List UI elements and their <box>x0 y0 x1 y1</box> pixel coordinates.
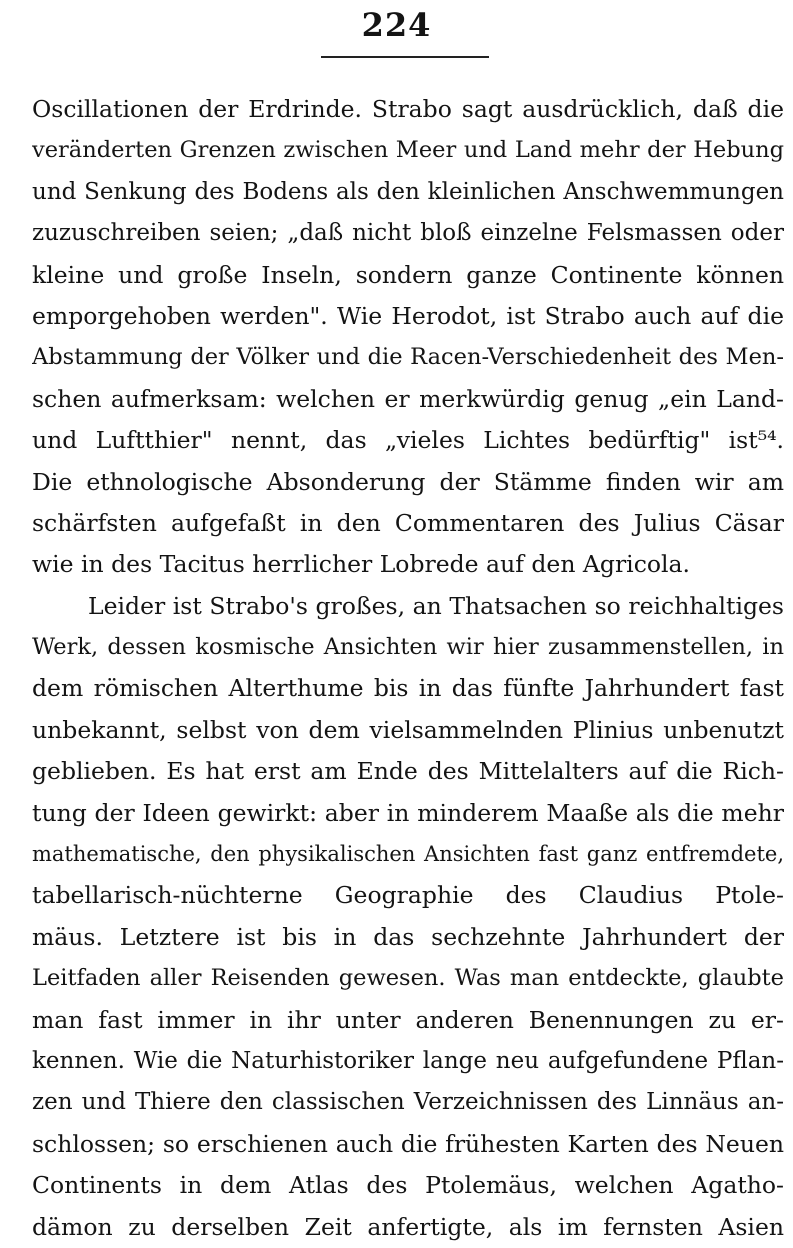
text-line: mäus. Letztere ist bis in das sechzehnte Jahrhundert der <box>32 922 784 951</box>
text-line: tung der Ideen gewirkt: aber in minderem Maaße als die mehr <box>32 798 784 827</box>
text-line: kleine und große Inseln, sondern ganze Continente können <box>32 260 784 289</box>
paragraph <box>32 89 784 586</box>
text-line: dämon zu derselben Zeit anfertigte, als im fernsten Asien <box>32 1212 784 1241</box>
text-line: Die ethnologische Absonderung der Stämme finden wir am <box>32 467 784 496</box>
text-line: Abstammung der Völker und die Racen-Verschiedenheit des Men- <box>32 344 784 371</box>
text-line: emporgehoben werden". Wie Herodot, ist Strabo auch auf die <box>32 301 784 330</box>
body-text <box>32 89 784 1248</box>
text-line: mathematische, den physikalischen Ansichten fast ganz entfremdete, <box>32 842 784 867</box>
text-line: dem römischen Alterthume bis in das fünfte Jahrhundert fast <box>32 674 784 703</box>
text-line: Leitfaden aller Reisenden gewesen. Was man entdeckte, glaubte <box>32 965 784 992</box>
text-line: man fast immer in ihr unter anderen Benennungen zu er- <box>32 1005 784 1034</box>
text-line: veränderten Grenzen zwischen Meer und Land mehr der Hebung <box>32 137 784 164</box>
text-line: tabellarisch-nüchterne Geographie des Claudius Ptole- <box>32 881 784 910</box>
text-line: unbekannt, selbst von dem vielsammelnden Plinius unbenutzt <box>32 715 784 744</box>
page-number: 224 <box>361 6 432 44</box>
text-line: wie in des Tacitus herrlicher Lobrede auf den Agricola. <box>32 550 690 579</box>
text-line: Leider ist Strabo's großes, an Thatsachen so reichhaltiges <box>88 591 784 620</box>
text-line: zuzuschreiben seien; „daß nicht bloß einzelne Felsmassen oder <box>32 220 784 247</box>
text-line: kennen. Wie die Naturhistoriker lange neu aufgefundene Pflan- <box>32 1047 784 1074</box>
text-line: Oscillationen der Erdrinde. Strabo sagt ausdrücklich, daß die <box>32 95 784 123</box>
text-line: schen aufmerksam: welchen er merkwürdig genug „ein Land- <box>32 384 784 413</box>
text-line: und Senkung des Bodens als den kleinlichen Anschwemmungen <box>32 178 784 205</box>
text-line: schlossen; so erschienen auch die frühesten Karten des Neuen <box>32 1129 784 1158</box>
text-line: schärfsten aufgefaßt in den Commentaren des Julius Cäsar <box>32 508 784 537</box>
text-line: Werk, dessen kosmische Ansichten wir hier zusammenstellen, in <box>32 634 784 661</box>
header-rule <box>321 56 489 58</box>
text-line: und Luftthier" nennt, das „vieles Lichtes bedürftig" ist⁵⁴. <box>32 426 784 455</box>
text-line: Continents in dem Atlas des Ptolemäus, welchen Agatho- <box>32 1171 784 1200</box>
text-line: zen und Thiere den classischen Verzeichnissen des Linnäus an- <box>32 1089 784 1116</box>
text-line: geblieben. Es hat erst am Ende des Mittelalters auf die Rich- <box>32 757 784 786</box>
paragraph <box>32 586 784 1248</box>
